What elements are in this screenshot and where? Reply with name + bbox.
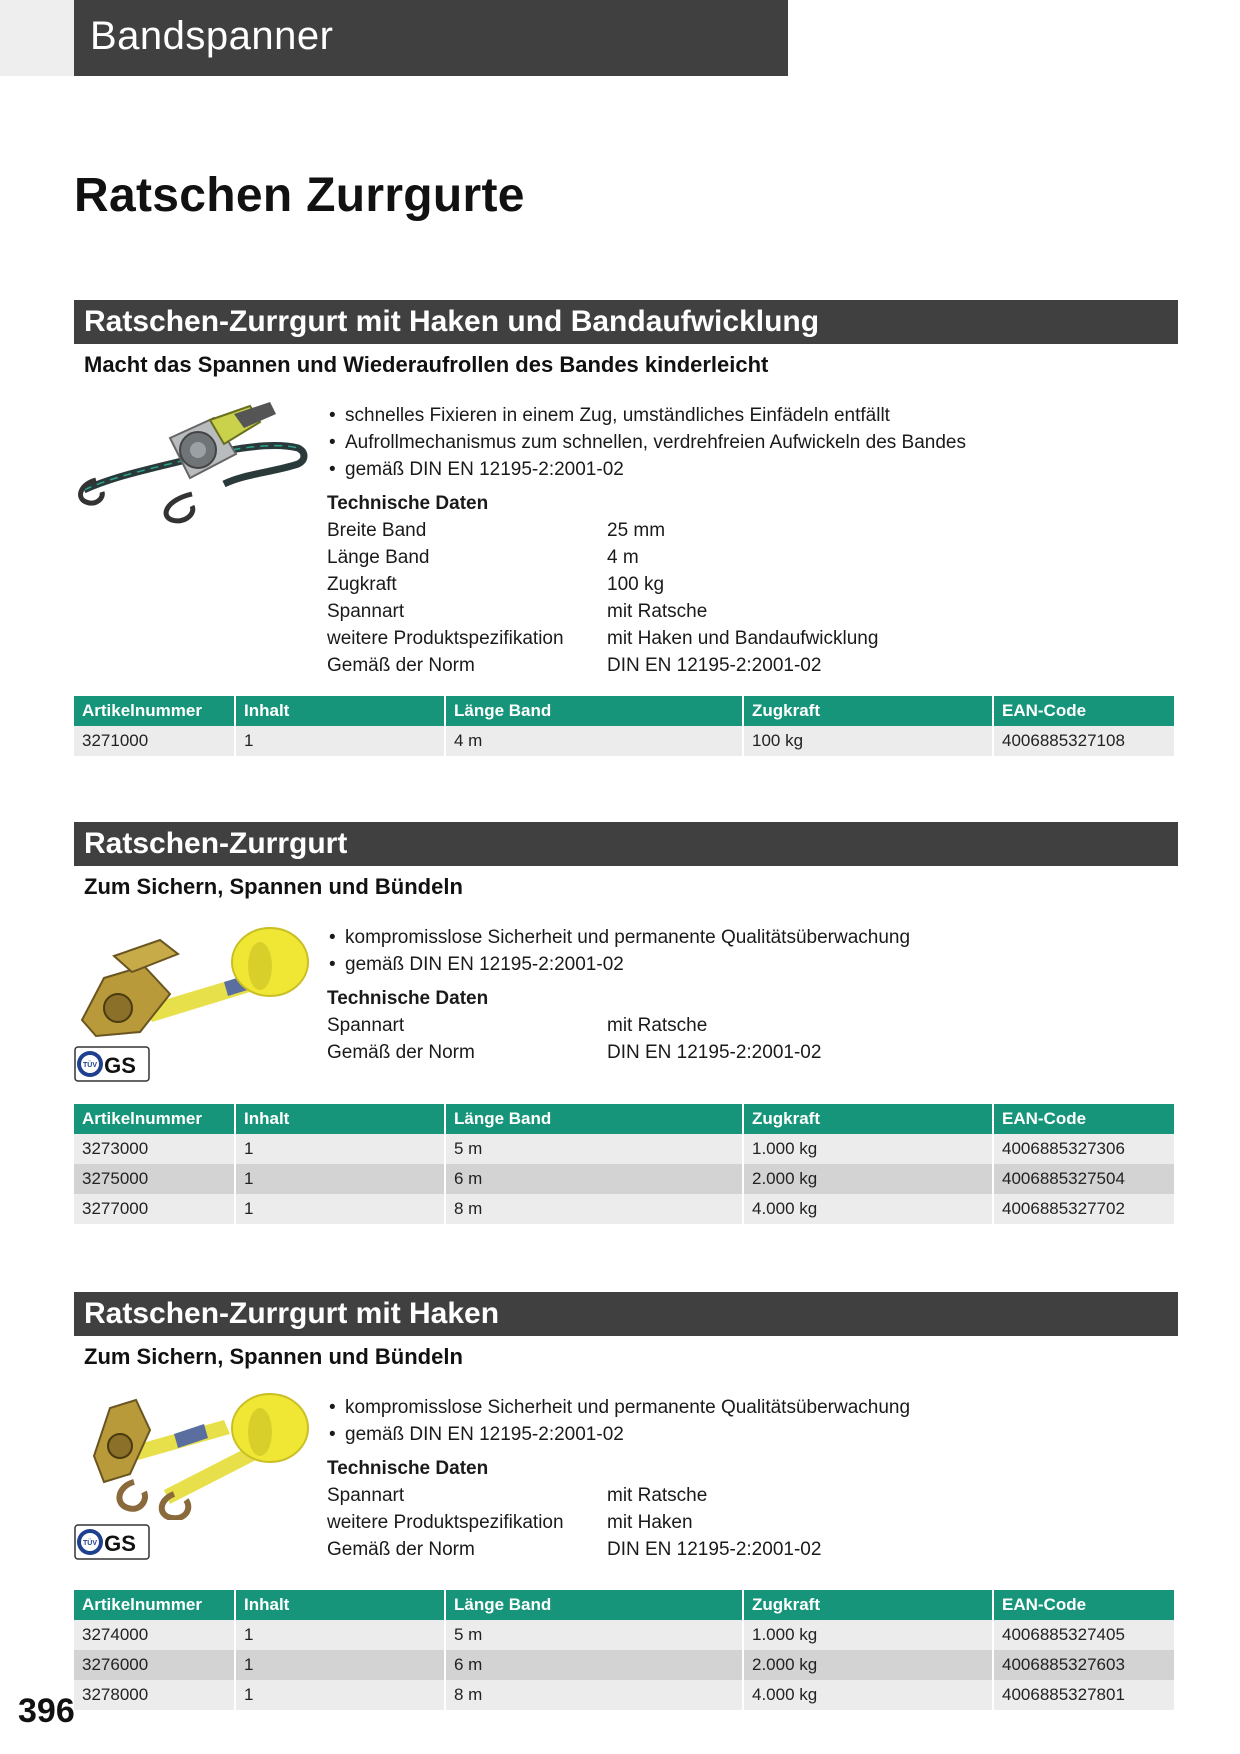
cell-length: 5 m — [446, 1620, 742, 1650]
spec-value: DIN EN 12195-2:2001-02 — [607, 655, 822, 676]
table-row — [74, 1680, 1174, 1710]
spec-label: Zugkraft — [327, 574, 397, 595]
section-subtitle: Zum Sichern, Spannen und Bündeln — [84, 874, 463, 899]
chapter-header — [74, 0, 788, 76]
page-number: 396 — [18, 1692, 75, 1730]
section-subtitle: Macht das Spannen und Wiederaufrollen des Bandes kinderleicht — [84, 352, 769, 377]
spec-label: Gemäß der Norm — [327, 1539, 475, 1560]
spec-value: mit Ratsche — [607, 1015, 708, 1036]
chapter-title: Bandspanner — [90, 14, 334, 58]
tech-specs — [327, 985, 821, 1066]
table-row — [74, 1134, 1174, 1164]
cell-article: 3277000 — [74, 1194, 234, 1224]
page-title: Ratschen Zurrgurte — [74, 169, 525, 222]
col-header-content: Inhalt — [236, 1104, 444, 1134]
tech-specs — [327, 1455, 821, 1563]
spec-label: Spannart — [327, 601, 405, 622]
cert-tuv-text: TÜV — [83, 1062, 97, 1069]
spec-value: mit Ratsche — [607, 1485, 708, 1506]
section-subtitle: Zum Sichern, Spannen und Bündeln — [84, 1344, 463, 1369]
feature-item: • schnelles Fixieren in einem Zug, umständliches Einfädeln entfällt — [327, 402, 966, 429]
col-header-article: Artikelnummer — [74, 696, 234, 726]
cell-article: 3273000 — [74, 1134, 234, 1164]
cell-length: 6 m — [446, 1650, 742, 1680]
table-row — [74, 1164, 1174, 1194]
cell-ean: 4006885327108 — [994, 726, 1174, 756]
cell-tension: 1.000 kg — [744, 1134, 992, 1164]
feature-item: • kompromisslose Sicherheit und permanente Qualitätsüberwachung — [327, 924, 910, 951]
tech-specs — [327, 490, 878, 679]
cell-article: 3271000 — [74, 726, 234, 756]
table-row — [74, 1650, 1174, 1680]
cell-article: 3274000 — [74, 1620, 234, 1650]
col-header-tension: Zugkraft — [744, 1104, 992, 1134]
cell-tension: 2.000 kg — [744, 1650, 992, 1680]
spec-value: DIN EN 12195-2:2001-02 — [607, 1539, 822, 1560]
cell-ean: 4006885327702 — [994, 1194, 1174, 1224]
table-row — [74, 726, 1174, 756]
cell-tension: 1.000 kg — [744, 1620, 992, 1650]
spec-label: weitere Produktspezifikation — [327, 1512, 564, 1533]
spec-value: 25 mm — [607, 520, 666, 541]
spec-label: Gemäß der Norm — [327, 655, 475, 676]
spec-label: Spannart — [327, 1485, 405, 1506]
col-header-content: Inhalt — [236, 696, 444, 726]
table-row — [74, 1620, 1174, 1650]
feature-item: • gemäß DIN EN 12195-2:2001-02 — [327, 951, 910, 978]
product-section-3 — [74, 1292, 1178, 1704]
table-row — [74, 1194, 1174, 1224]
feature-item: • gemäß DIN EN 12195-2:2001-02 — [327, 1421, 910, 1448]
cell-tension: 4.000 kg — [744, 1680, 992, 1710]
cell-length: 5 m — [446, 1134, 742, 1164]
cell-ean: 4006885327603 — [994, 1650, 1174, 1680]
cell-content: 1 — [236, 1194, 444, 1224]
cert-gs-text: GS — [104, 1531, 136, 1556]
feature-list — [327, 402, 966, 483]
product-section-1 — [74, 300, 1178, 750]
cell-tension: 100 kg — [744, 726, 992, 756]
col-header-article: Artikelnummer — [74, 1104, 234, 1134]
cert-tuv-text: TÜV — [83, 1540, 97, 1547]
col-header-length: Länge Band — [446, 1104, 742, 1134]
cell-content: 1 — [236, 1650, 444, 1680]
product-section-2 — [74, 822, 1178, 1218]
section-title: Ratschen-Zurrgurt — [74, 822, 1178, 866]
ratchet-strap-with-hooks-image — [74, 1390, 310, 1520]
tuv-gs-cert-icon — [74, 1046, 150, 1082]
cell-content: 1 — [236, 1164, 444, 1194]
spec-label: Breite Band — [327, 520, 427, 541]
cell-ean: 4006885327504 — [994, 1164, 1174, 1194]
spec-value: 4 m — [607, 547, 639, 568]
side-strip — [0, 0, 74, 76]
tech-specs-heading: Technische Daten — [327, 1458, 489, 1479]
section-title: Ratschen-Zurrgurt mit Haken — [74, 1292, 1178, 1336]
tech-specs-heading: Technische Daten — [327, 493, 489, 514]
cell-content: 1 — [236, 1134, 444, 1164]
cell-length: 8 m — [446, 1680, 742, 1710]
cell-content: 1 — [236, 1620, 444, 1650]
spec-value: 100 kg — [607, 574, 665, 595]
feature-list — [327, 924, 910, 978]
cell-ean: 4006885327405 — [994, 1620, 1174, 1650]
col-header-length: Länge Band — [446, 1590, 742, 1620]
section-title: Ratschen-Zurrgurt mit Haken und Bandaufwicklung — [74, 300, 1178, 344]
ratchet-strap-image — [74, 926, 310, 1040]
cell-article: 3278000 — [74, 1680, 234, 1710]
spec-value: DIN EN 12195-2:2001-02 — [607, 1042, 822, 1063]
cell-ean: 4006885327306 — [994, 1134, 1174, 1164]
col-header-ean: EAN-Code — [994, 1590, 1174, 1620]
cert-gs-text: GS — [104, 1053, 136, 1078]
feature-item: • Aufrollmechanismus zum schnellen, verdrehfreien Aufwickeln des Bandes — [327, 429, 966, 456]
cell-article: 3276000 — [74, 1650, 234, 1680]
col-header-article: Artikelnummer — [74, 1590, 234, 1620]
cell-content: 1 — [236, 726, 444, 756]
col-header-tension: Zugkraft — [744, 1590, 992, 1620]
ratchet-strap-hook-retractor-image — [74, 398, 310, 524]
col-header-ean: EAN-Code — [994, 1104, 1174, 1134]
cell-tension: 2.000 kg — [744, 1164, 992, 1194]
cell-length: 6 m — [446, 1164, 742, 1194]
col-header-ean: EAN-Code — [994, 696, 1174, 726]
spec-label: Gemäß der Norm — [327, 1042, 475, 1063]
feature-item: • kompromisslose Sicherheit und permanente Qualitätsüberwachung — [327, 1394, 910, 1421]
tech-specs-heading: Technische Daten — [327, 988, 489, 1009]
article-table — [72, 1590, 1176, 1710]
cell-length: 4 m — [446, 726, 742, 756]
spec-label: weitere Produktspezifikation — [327, 628, 564, 649]
spec-label: Spannart — [327, 1015, 405, 1036]
article-table — [72, 696, 1176, 756]
spec-value: mit Haken und Bandaufwicklung — [607, 628, 879, 649]
tuv-gs-cert-icon — [74, 1524, 150, 1560]
feature-item: • gemäß DIN EN 12195-2:2001-02 — [327, 456, 966, 483]
article-table — [72, 1104, 1176, 1224]
col-header-tension: Zugkraft — [744, 696, 992, 726]
spec-label: Länge Band — [327, 547, 430, 568]
cell-ean: 4006885327801 — [994, 1680, 1174, 1710]
cell-length: 8 m — [446, 1194, 742, 1224]
spec-value: mit Haken — [607, 1512, 693, 1533]
col-header-content: Inhalt — [236, 1590, 444, 1620]
cell-tension: 4.000 kg — [744, 1194, 992, 1224]
feature-list — [327, 1394, 910, 1448]
col-header-length: Länge Band — [446, 696, 742, 726]
spec-value: mit Ratsche — [607, 601, 708, 622]
cell-content: 1 — [236, 1680, 444, 1710]
cell-article: 3275000 — [74, 1164, 234, 1194]
